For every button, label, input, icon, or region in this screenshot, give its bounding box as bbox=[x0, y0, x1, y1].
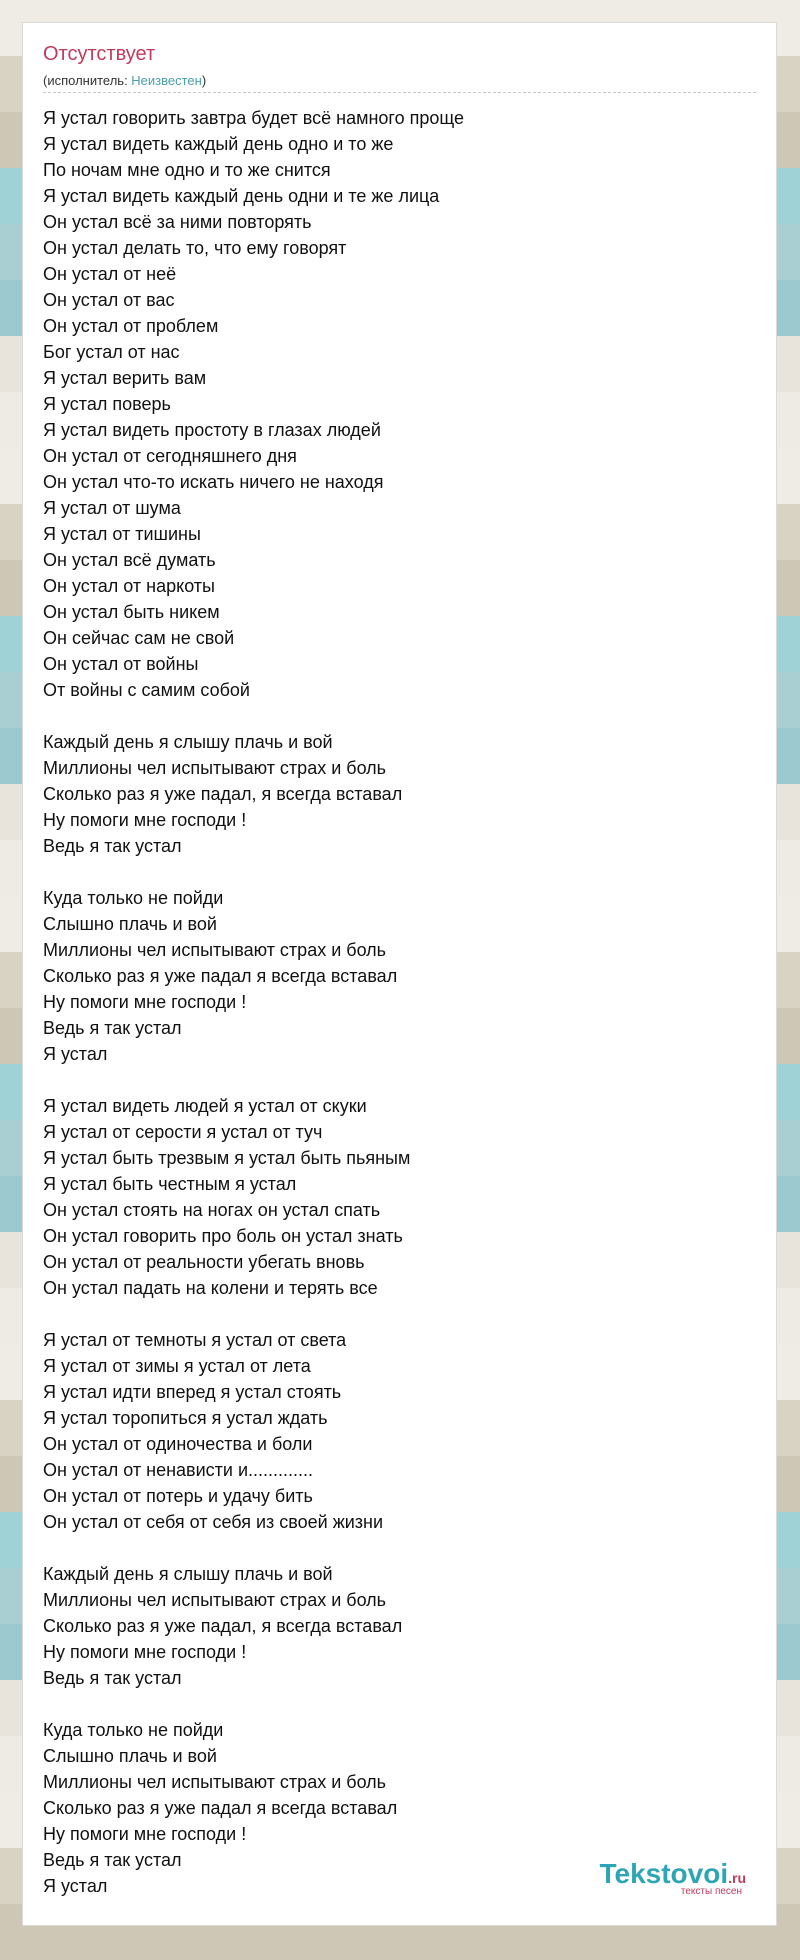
lyric-line: Я устал bbox=[43, 1876, 108, 1896]
lyric-line: Я устал видеть простоту в глазах людей bbox=[43, 420, 381, 440]
lyric-line: Я устал верить вам bbox=[43, 368, 207, 388]
lyric-line: Он устал от ненависти и............. bbox=[43, 1460, 314, 1480]
lyric-line: Куда только не пойди bbox=[43, 1720, 224, 1740]
lyric-line: Слышно плачь и вой bbox=[43, 1746, 217, 1766]
lyric-line: Сколько раз я уже падал я всегда вставал bbox=[43, 966, 398, 986]
lyric-line: Ну помоги мне господи ! bbox=[43, 1642, 247, 1662]
lyric-line: Он устал от наркоты bbox=[43, 576, 215, 596]
lyric-line: Ну помоги мне господи ! bbox=[43, 810, 247, 830]
lyric-line: Я устал поверь bbox=[43, 394, 171, 414]
logo-tagline: тексты песен bbox=[680, 1886, 742, 1897]
lyric-line: Сколько раз я уже падал я всегда вставал bbox=[43, 1798, 398, 1818]
lyric-line: Ведь я так устал bbox=[43, 836, 182, 856]
lyric-line: Миллионы чел испытывают страх и боль bbox=[43, 1772, 387, 1792]
lyric-line: Он устал от себя от себя из своей жизни bbox=[43, 1512, 384, 1532]
lyric-line: Он устал от одиночества и боли bbox=[43, 1434, 313, 1454]
lyric-line: Я устал быть трезвым я устал быть пьяным bbox=[43, 1148, 411, 1168]
lyric-line: Он устал делать то, что ему говорят bbox=[43, 238, 347, 258]
lyric-line: Ну помоги мне господи ! bbox=[43, 992, 247, 1012]
lyric-line: Он устал стоять на ногах он устал спать bbox=[43, 1200, 381, 1220]
lyric-line: Он устал что-то искать ничего не находя bbox=[43, 472, 384, 492]
lyric-line: Я устал быть честным я устал bbox=[43, 1174, 297, 1194]
lyric-line: Я устал от шума bbox=[43, 498, 181, 518]
lyrics-text bbox=[43, 105, 464, 1899]
lyric-line: Ведь я так устал bbox=[43, 1018, 182, 1038]
meta-suffix: ) bbox=[201, 73, 207, 88]
lyric-line bbox=[43, 1691, 464, 1717]
lyric-line: Он устал от проблем bbox=[43, 316, 219, 336]
lyric-line: По ночам мне одно и то же снится bbox=[43, 160, 331, 180]
lyric-line: Я устал от темноты я устал от света bbox=[43, 1330, 347, 1350]
lyric-line: Он устал от потерь и удачу бить bbox=[43, 1486, 313, 1506]
lyric-line: Он устал всё за ними повторять bbox=[43, 212, 312, 232]
lyric-line: Я устал видеть людей я устал от скуки bbox=[43, 1096, 367, 1116]
lyric-line: Он устал всё думать bbox=[43, 550, 216, 570]
lyric-line bbox=[43, 1067, 464, 1093]
song-meta bbox=[43, 73, 206, 88]
lyric-line: Ведь я так устал bbox=[43, 1850, 182, 1870]
lyric-line: Я устал видеть каждый день одно и то же bbox=[43, 134, 394, 154]
logo-tld: .ru bbox=[728, 1870, 746, 1886]
lyric-line: Ну помоги мне господи ! bbox=[43, 1824, 247, 1844]
lyric-line: Я устал говорить завтра будет всё намного проще bbox=[43, 108, 464, 128]
lyric-line: Сколько раз я уже падал, я всегда вставал bbox=[43, 784, 403, 804]
divider bbox=[43, 92, 756, 93]
site-logo[interactable] bbox=[599, 1858, 746, 1897]
lyric-line bbox=[43, 859, 464, 885]
lyric-line: Миллионы чел испытывают страх и боль bbox=[43, 758, 387, 778]
meta-prefix: (исполнитель: bbox=[43, 73, 132, 88]
lyric-line bbox=[43, 703, 464, 729]
lyric-line: Каждый день я слышу плачь и вой bbox=[43, 1564, 333, 1584]
lyric-line: Миллионы чел испытывают страх и боль bbox=[43, 1590, 387, 1610]
lyric-line: Я устал bbox=[43, 1044, 108, 1064]
lyric-line: Он устал говорить про боль он устал знать bbox=[43, 1226, 403, 1246]
lyric-line: От войны с самим собой bbox=[43, 680, 250, 700]
artist-link[interactable]: Неизвестен bbox=[131, 73, 202, 88]
lyrics-card bbox=[22, 22, 777, 1926]
lyric-line: Он устал от войны bbox=[43, 654, 199, 674]
lyric-line: Миллионы чел испытывают страх и боль bbox=[43, 940, 387, 960]
lyric-line: Я устал видеть каждый день одни и те же лица bbox=[43, 186, 440, 206]
lyric-line: Он устал падать на колени и терять все bbox=[43, 1278, 378, 1298]
song-title: Отсутствует bbox=[43, 43, 156, 65]
lyric-line: Он устал от реальности убегать вновь bbox=[43, 1252, 365, 1272]
lyric-line: Я устал идти вперед я устал стоять bbox=[43, 1382, 342, 1402]
lyric-line bbox=[43, 1535, 464, 1561]
lyric-line: Он устал от сегодняшнего дня bbox=[43, 446, 297, 466]
lyric-line: Я устал от зимы я устал от лета bbox=[43, 1356, 311, 1376]
lyric-line: Сколько раз я уже падал, я всегда вставал bbox=[43, 1616, 403, 1636]
lyric-line: Я устал торопиться я устал ждать bbox=[43, 1408, 328, 1428]
logo-name: Tekstovoi bbox=[599, 1858, 729, 1889]
lyric-line: Каждый день я слышу плачь и вой bbox=[43, 732, 333, 752]
lyric-line: Он устал от вас bbox=[43, 290, 175, 310]
lyric-line: Я устал от тишины bbox=[43, 524, 201, 544]
lyric-line: Он устал от неё bbox=[43, 264, 177, 284]
lyric-line: Куда только не пойди bbox=[43, 888, 224, 908]
lyric-line: Он сейчас сам не свой bbox=[43, 628, 235, 648]
lyric-line: Он устал быть никем bbox=[43, 602, 220, 622]
lyric-line bbox=[43, 1301, 464, 1327]
lyric-line: Я устал от серости я устал от туч bbox=[43, 1122, 323, 1142]
lyric-line: Ведь я так устал bbox=[43, 1668, 182, 1688]
lyric-line: Слышно плачь и вой bbox=[43, 914, 217, 934]
lyric-line: Бог устал от нас bbox=[43, 342, 180, 362]
